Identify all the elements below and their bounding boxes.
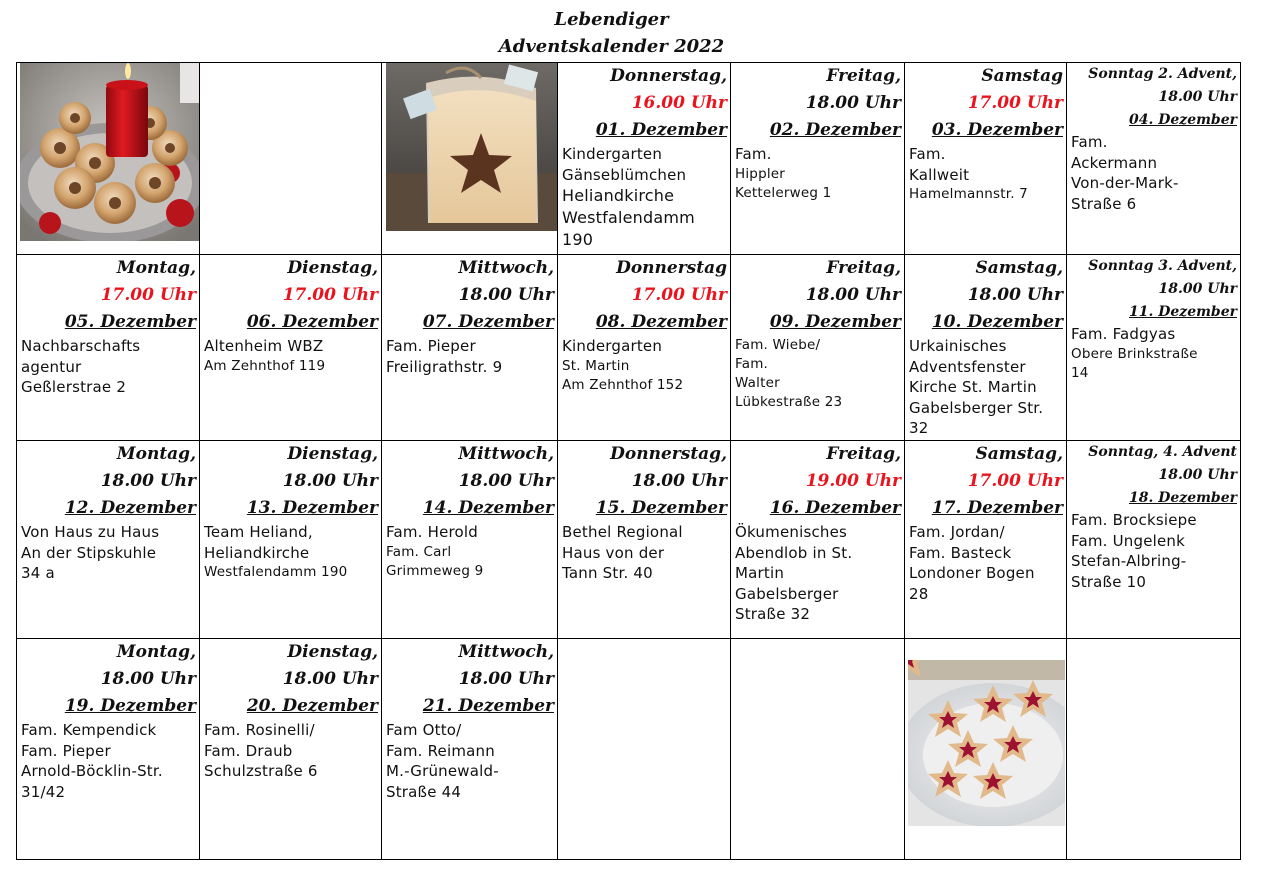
event-detail-line: Kallweit (909, 165, 970, 184)
calendar-cell (200, 255, 382, 441)
event-date (1067, 109, 1240, 132)
event-detail-line: Stefan-Albring- (1071, 552, 1187, 570)
event-date (905, 309, 1066, 336)
weekday-label: Donnerstag, (610, 444, 727, 464)
event-detail-line: Grimmeweg 9 (386, 562, 484, 579)
calendar-cell (905, 441, 1067, 639)
calendar-cell (558, 255, 731, 441)
calendar-cell (731, 63, 905, 255)
event-date (17, 693, 199, 720)
event-date (382, 309, 557, 336)
event-host-details (905, 144, 1066, 204)
calendar-cell (558, 639, 731, 860)
event-detail-line: Kirche St. Martin (909, 378, 1037, 396)
event-detail-line: Hippler (735, 165, 786, 182)
event-host-details (558, 144, 730, 251)
calendar-cell (1067, 441, 1241, 639)
weekday-label: Dienstag, (287, 444, 378, 464)
weekday-label: Samstag, (975, 258, 1063, 278)
event-detail-line: Fam. Brocksiepe (1071, 511, 1197, 529)
event-detail-line: Schulzstraße 6 (204, 762, 318, 780)
event-host-details (17, 720, 199, 802)
event-detail-line: Adventsfenster (909, 357, 1026, 376)
event-time: 18.00 Uhr (100, 471, 196, 491)
calendar-cell (382, 639, 558, 860)
event-time: 17.00 Uhr (282, 285, 378, 305)
calendar-cell (731, 441, 905, 639)
calendar-title-line1: Lebendiger (554, 9, 669, 30)
event-time: 16.00 Uhr (631, 93, 727, 113)
calendar-cell (17, 63, 200, 255)
event-time: 19.00 Uhr (805, 471, 901, 491)
christmas-candle-cakes-photo (20, 63, 200, 241)
star-cookies-plate-photo (908, 660, 1065, 826)
weekday-label: Freitag, (826, 66, 901, 86)
event-detail-line: Fam. Fadgyas (1071, 325, 1176, 343)
event-detail-line: Gabelsberger Str. (909, 398, 1044, 417)
event-detail-line: Fam. (1071, 133, 1108, 151)
event-date-text: 12. Dezember (64, 498, 196, 518)
event-detail-line: Bethel Regional (562, 523, 683, 541)
event-detail-line: Fam. Herold (386, 523, 479, 541)
event-date-text: 11. Dezember (1128, 304, 1237, 320)
weekday-label: Mittwoch, (458, 642, 554, 662)
star-cookies-plate-image (908, 660, 1065, 826)
event-detail-line: Martin (735, 564, 785, 582)
event-host-details (558, 336, 730, 395)
event-detail-line: St. Martin (562, 357, 630, 374)
calendar-cell (382, 63, 558, 255)
event-detail-line: Obere Brinkstraße (1071, 345, 1198, 362)
event-date (1067, 487, 1240, 510)
event-date-text: 09. Dezember (769, 312, 901, 332)
event-host-details (731, 144, 904, 203)
star-loaf-cake-photo (386, 63, 557, 231)
event-detail-line: Kettelerweg 1 (735, 184, 832, 201)
event-detail-line: Straße 44 (386, 782, 462, 801)
event-date-text: 01. Dezember (595, 120, 727, 140)
event-host-details (905, 522, 1066, 604)
event-date-text: 05. Dezember (64, 312, 196, 332)
event-detail-line: Am Zehnthof 119 (204, 357, 326, 374)
event-detail-line: M.-Grünewald- (386, 762, 499, 780)
event-detail-line: Hamelmannstr. 7 (909, 186, 1028, 202)
event-date (558, 117, 730, 144)
event-host-details (1067, 510, 1240, 592)
event-detail-line: Fam. Jordan/ (909, 523, 1005, 541)
event-date (905, 495, 1066, 522)
calendar-cell (905, 63, 1067, 255)
event-host-details (731, 522, 904, 625)
event-detail-line: Fam. Rosinelli/ (204, 721, 315, 739)
event-date-text: 16. Dezember (769, 498, 901, 518)
weekday-label: Freitag, (826, 444, 901, 464)
event-detail-line: Tann Str. 40 (562, 564, 653, 582)
event-detail-line: Kindergarten (562, 145, 663, 163)
event-detail-line: Heliandkirche (562, 186, 675, 205)
event-detail-line: Gänseblümchen (562, 165, 687, 184)
event-time: 17.00 Uhr (967, 471, 1063, 491)
event-detail-line: 32 (909, 419, 929, 437)
event-date-text: 04. Dezember (1128, 112, 1237, 128)
event-date-text: 14. Dezember (422, 498, 554, 518)
calendar-title-line2: Adventskalender 2022 (498, 36, 725, 57)
event-date-text: 02. Dezember (769, 120, 901, 140)
event-time: 18.00 Uhr (458, 471, 554, 491)
event-date (731, 495, 904, 522)
event-detail-line: Fam. Pieper (386, 337, 476, 355)
event-detail-line: Walter (735, 375, 780, 391)
event-host-details (1067, 324, 1240, 383)
calendar-cell (382, 255, 558, 441)
event-date (558, 309, 730, 336)
event-date-text: 10. Dezember (931, 312, 1063, 332)
event-detail-line: Freiligrathstr. 9 (386, 357, 503, 376)
event-date (200, 495, 381, 522)
event-detail-line: 31/42 (21, 782, 66, 801)
event-detail-line: Westfalendamm 190 (204, 564, 348, 580)
event-detail-line: Ökumenisches (735, 523, 848, 541)
event-detail-line: Fam. (735, 145, 772, 163)
event-host-details (1067, 132, 1240, 214)
event-detail-line: Von-der-Mark- (1071, 174, 1179, 192)
weekday-label: Montag, (116, 642, 196, 662)
calendar-cell (382, 441, 558, 639)
event-host-details (200, 720, 381, 782)
event-date (200, 309, 381, 336)
event-date-text: 07. Dezember (422, 312, 554, 332)
event-date-text: 13. Dezember (246, 498, 378, 518)
calendar-cell (200, 63, 382, 255)
weekday-label: Donnerstag, (610, 66, 727, 86)
event-time: 18.00 Uhr (1158, 467, 1237, 483)
calendar-cell (200, 441, 382, 639)
event-date-text: 03. Dezember (931, 120, 1063, 140)
calendar-cell (17, 639, 200, 860)
event-date (382, 495, 557, 522)
event-date (382, 693, 557, 720)
event-date-text: 08. Dezember (595, 312, 727, 332)
event-date-text: 15. Dezember (595, 498, 727, 518)
event-detail-line: Fam. Ungelenk (1071, 531, 1186, 550)
calendar-cell (1067, 639, 1241, 860)
calendar-cell (17, 255, 200, 441)
event-time: 17.00 Uhr (967, 93, 1063, 113)
event-host-details (200, 522, 381, 582)
event-detail-line: Fam. Carl (386, 543, 452, 560)
event-detail-line: Haus von der (562, 543, 665, 562)
event-time: 17.00 Uhr (100, 285, 196, 305)
weekday-label: Samstag, (975, 444, 1063, 464)
event-detail-line: Gabelsberger (735, 584, 839, 603)
event-date-text: 18. Dezember (1128, 490, 1237, 506)
event-date (731, 117, 904, 144)
event-host-details (200, 336, 381, 376)
event-time: 18.00 Uhr (631, 471, 727, 491)
weekday-label: Dienstag, (287, 642, 378, 662)
event-detail-line: Londoner Bogen (909, 564, 1035, 582)
event-date-text: 21. Dezember (422, 696, 554, 716)
event-host-details (382, 720, 557, 802)
event-detail-line: Fam. Draub (204, 741, 293, 760)
event-detail-line: agentur (21, 357, 82, 376)
calendar-cell (17, 441, 200, 639)
event-time: 18.00 Uhr (458, 285, 554, 305)
event-detail-line: Urkainisches (909, 337, 1007, 355)
weekday-label: Donnerstag (616, 258, 727, 278)
weekday-label: Samstag (981, 66, 1063, 86)
event-detail-line: 14 (1071, 364, 1089, 381)
event-host-details (382, 522, 557, 581)
event-time: 18.00 Uhr (1158, 281, 1237, 297)
star-loaf-cake-image (386, 63, 557, 231)
event-detail-line: Fam. Pieper (21, 741, 111, 760)
event-date (17, 309, 199, 336)
event-time: 18.00 Uhr (967, 285, 1063, 305)
event-detail-line: Straße 10 (1071, 572, 1147, 591)
event-time: 18.00 Uhr (282, 471, 378, 491)
event-detail-line: Fam. Kempendick (21, 721, 157, 739)
event-host-details (17, 336, 199, 398)
weekday-label: Sonntag, 4. Advent (1088, 444, 1237, 460)
event-detail-line: Von Haus zu Haus (21, 523, 160, 541)
event-host-details (905, 336, 1066, 439)
calendar-cell (731, 639, 905, 860)
weekday-label: Freitag, (826, 258, 901, 278)
event-detail-line: Fam. Basteck (909, 543, 1012, 562)
weekday-label: Mittwoch, (458, 444, 554, 464)
weekday-label: Mittwoch, (458, 258, 554, 278)
event-time: 18.00 Uhr (805, 285, 901, 305)
event-date (200, 693, 381, 720)
event-detail-line: 28 (909, 584, 929, 603)
event-detail-line: Nachbarschafts (21, 337, 141, 355)
calendar-cell (1067, 63, 1241, 255)
event-detail-line: Fam. Wiebe/ (735, 337, 821, 353)
event-date (905, 117, 1066, 144)
event-detail-line: Abendlob in St. (735, 543, 853, 562)
event-detail-line: Arnold-Böcklin-Str. (21, 762, 163, 780)
event-detail-line: Westfalendamm (562, 208, 695, 227)
event-detail-line: Fam. (735, 356, 769, 372)
event-host-details (382, 336, 557, 377)
event-detail-line: Straße 32 (735, 605, 811, 623)
event-detail-line: Ackermann (1071, 153, 1158, 172)
calendar-cell (200, 639, 382, 860)
weekday-label: Sonntag 2. Advent, (1088, 66, 1237, 82)
event-detail-line: Straße 6 (1071, 194, 1137, 213)
event-time: 17.00 Uhr (631, 285, 727, 305)
event-detail-line: Geßlerstrae 2 (21, 378, 127, 396)
event-time: 18.00 Uhr (1158, 89, 1237, 105)
event-date-text: 06. Dezember (246, 312, 378, 332)
event-date-text: 19. Dezember (64, 696, 196, 716)
event-detail-line: Lübkestraße 23 (735, 394, 843, 410)
weekday-label: Montag, (116, 258, 196, 278)
event-time: 18.00 Uhr (282, 669, 378, 689)
weekday-label: Sonntag 3. Advent, (1088, 258, 1237, 274)
calendar-cell (905, 639, 1067, 860)
advent-calendar-grid (16, 62, 1241, 860)
event-detail-line: Team Heliand, (204, 523, 313, 541)
christmas-candle-cakes-image (20, 63, 200, 241)
event-date (1067, 301, 1240, 324)
event-date (17, 495, 199, 522)
event-host-details (558, 522, 730, 584)
event-detail-line: Heliandkirche (204, 543, 310, 562)
event-date (731, 309, 904, 336)
calendar-cell (558, 63, 731, 255)
event-time: 18.00 Uhr (805, 93, 901, 113)
calendar-cell (731, 255, 905, 441)
event-date-text: 17. Dezember (931, 498, 1063, 518)
event-time: 18.00 Uhr (458, 669, 554, 689)
calendar-cell (1067, 255, 1241, 441)
event-detail-line: Fam. Reimann (386, 741, 495, 760)
weekday-label: Montag, (116, 444, 196, 464)
weekday-label: Dienstag, (287, 258, 378, 278)
event-host-details (17, 522, 199, 584)
event-detail-line: Altenheim WBZ (204, 337, 324, 355)
event-time: 18.00 Uhr (100, 669, 196, 689)
event-detail-line: 34 a (21, 564, 55, 582)
event-host-details (731, 336, 904, 412)
calendar-cell (905, 255, 1067, 441)
event-detail-line: Am Zehnthof 152 (562, 376, 684, 393)
event-detail-line: 190 (562, 230, 594, 249)
event-detail-line: An der Stipskuhle (21, 543, 157, 562)
event-detail-line: Kindergarten (562, 337, 663, 355)
event-detail-line: Fam Otto/ (386, 721, 462, 739)
event-detail-line: Fam. (909, 145, 946, 163)
calendar-cell (558, 441, 731, 639)
event-date-text: 20. Dezember (246, 696, 378, 716)
event-date (558, 495, 730, 522)
